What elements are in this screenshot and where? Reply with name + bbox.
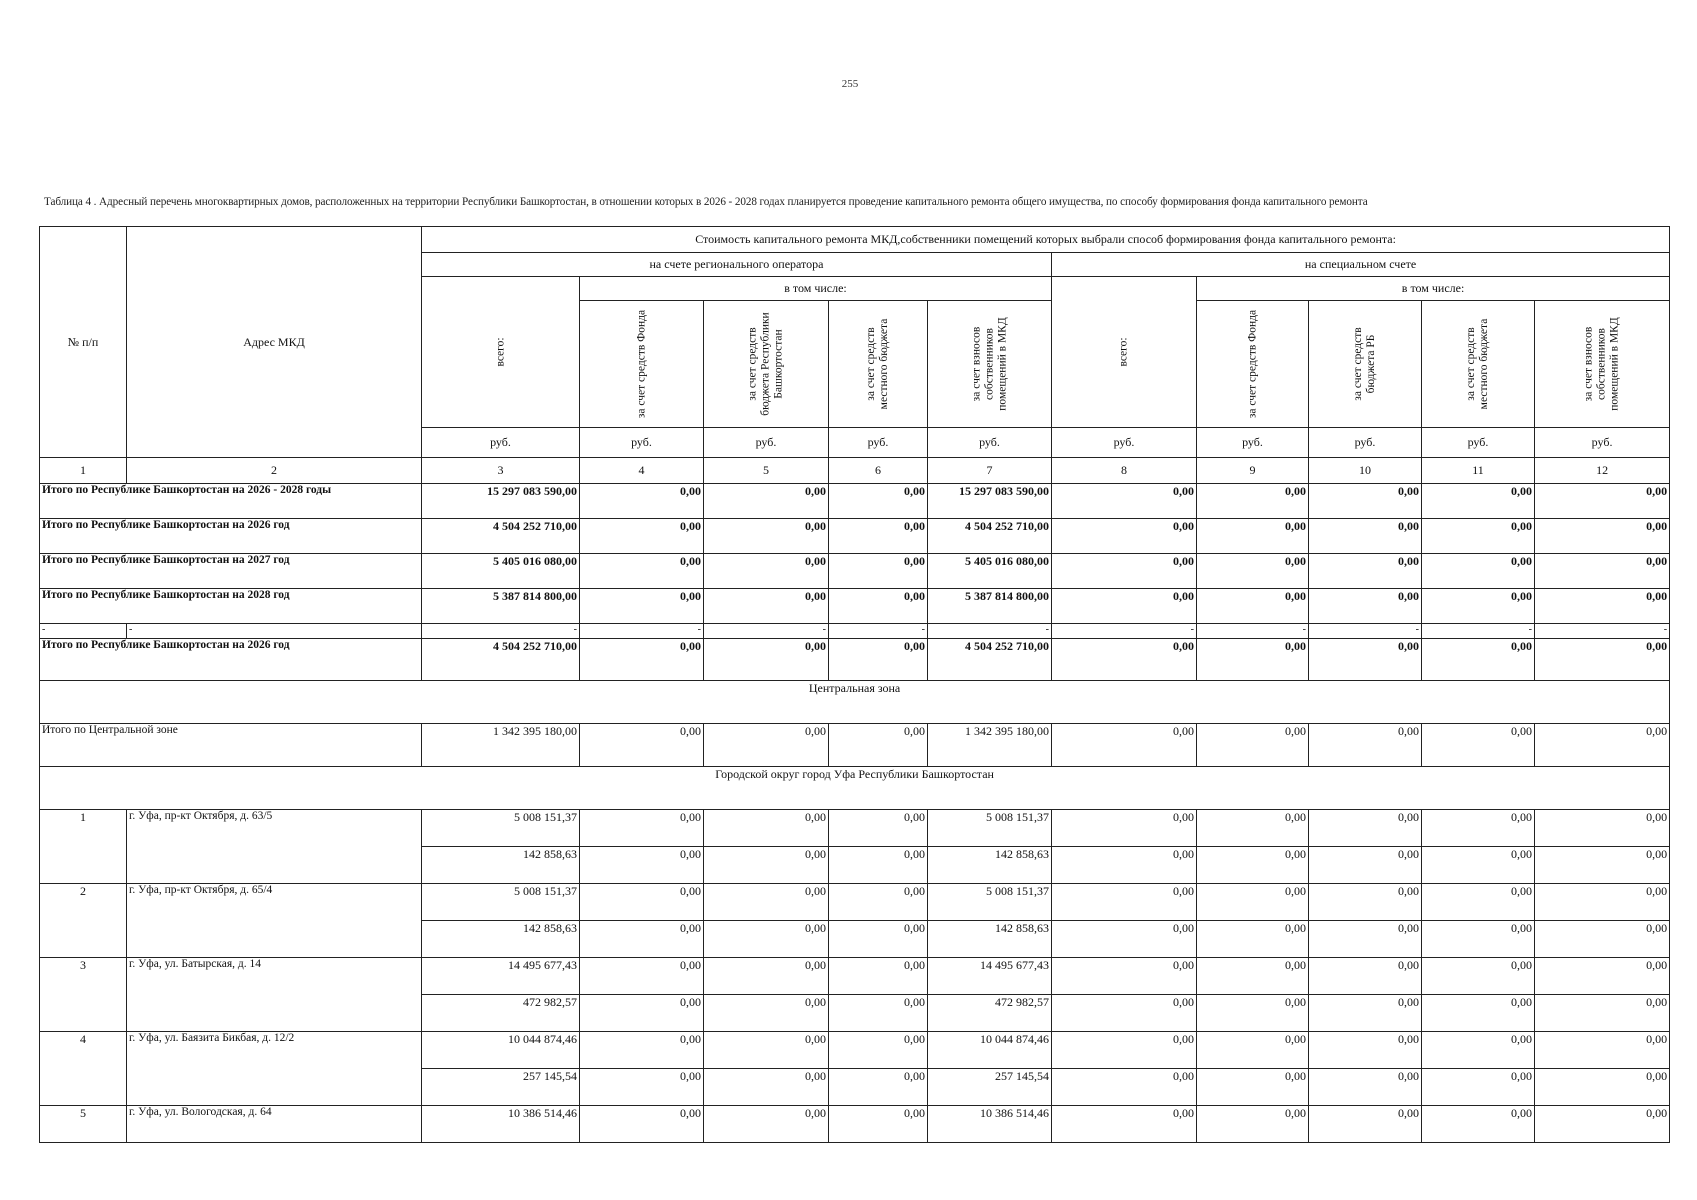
value-cell: 0,00 <box>829 1106 928 1143</box>
value-cell: 257 145,54 <box>928 1069 1052 1106</box>
item-number: 5 <box>40 1106 127 1143</box>
dash-cell: - <box>1197 624 1309 639</box>
header-regional-rep-budget: за счет средств бюджета Республики Башкортостан <box>704 301 829 428</box>
value-cell: 0,00 <box>704 1106 829 1143</box>
value-cell: 0,00 <box>580 639 704 681</box>
table-row <box>40 1106 1670 1143</box>
value-cell: 0,00 <box>704 921 829 958</box>
header-address: Адрес МКД <box>127 227 422 458</box>
header-special-including: в том числе: <box>1197 277 1670 301</box>
value-cell: 0,00 <box>580 847 704 884</box>
value-cell: 10 044 874,46 <box>928 1032 1052 1069</box>
total-label: Итого по Республике Башкортостан на 2026 - 2028 годы <box>40 484 422 519</box>
capital-repair-table <box>39 226 1670 1143</box>
value-cell: 0,00 <box>1422 554 1535 589</box>
header-regional-operator: на счете регионального оператора <box>422 253 1052 277</box>
total-label: Итого по Центральной зоне <box>40 724 422 767</box>
value-cell: 0,00 <box>1052 958 1197 995</box>
value-cell: 5 387 814 800,00 <box>422 589 580 624</box>
value-cell: 0,00 <box>1422 519 1535 554</box>
value-cell: 0,00 <box>829 847 928 884</box>
value-cell: 4 504 252 710,00 <box>422 639 580 681</box>
unit-label: руб. <box>928 428 1052 458</box>
value-cell: 0,00 <box>829 995 928 1032</box>
value-cell: 0,00 <box>1309 724 1422 767</box>
total-row <box>40 639 1670 681</box>
dash-cell: - <box>1309 624 1422 639</box>
unit-label: руб. <box>829 428 928 458</box>
column-number: 4 <box>580 458 704 484</box>
zone-header-row <box>40 681 1670 724</box>
value-cell: 0,00 <box>1052 639 1197 681</box>
value-cell: 0,00 <box>1535 484 1670 519</box>
value-cell: 5 008 151,37 <box>422 884 580 921</box>
column-number: 9 <box>1197 458 1309 484</box>
table-row <box>40 810 1670 847</box>
value-cell: 0,00 <box>1309 958 1422 995</box>
value-cell: 0,00 <box>580 1069 704 1106</box>
value-cell: 0,00 <box>1535 1106 1670 1143</box>
value-cell: 0,00 <box>1309 810 1422 847</box>
value-cell: 0,00 <box>1197 519 1309 554</box>
value-cell: 0,00 <box>1422 589 1535 624</box>
value-cell: 0,00 <box>1197 958 1309 995</box>
value-cell: 0,00 <box>1422 1106 1535 1143</box>
value-cell: 0,00 <box>829 484 928 519</box>
header-special-account: на специальном счете <box>1052 253 1670 277</box>
value-cell: 14 495 677,43 <box>928 958 1052 995</box>
column-number: 11 <box>1422 458 1535 484</box>
item-address: г. Уфа, ул. Вологодская, д. 64 <box>127 1106 422 1143</box>
column-number: 1 <box>40 458 127 484</box>
value-cell: 0,00 <box>1535 724 1670 767</box>
item-number: 4 <box>40 1032 127 1106</box>
column-number: 7 <box>928 458 1052 484</box>
value-cell: 0,00 <box>704 1032 829 1069</box>
value-cell: 0,00 <box>1197 884 1309 921</box>
value-cell: 1 342 395 180,00 <box>422 724 580 767</box>
table-row <box>40 884 1670 921</box>
value-cell: 0,00 <box>829 884 928 921</box>
value-cell: 0,00 <box>829 958 928 995</box>
value-cell: 0,00 <box>1535 639 1670 681</box>
value-cell: 0,00 <box>1422 484 1535 519</box>
dash-cell: - <box>1535 624 1670 639</box>
value-cell: 0,00 <box>580 589 704 624</box>
value-cell: 0,00 <box>1535 589 1670 624</box>
value-cell: 0,00 <box>580 484 704 519</box>
dash-cell: - <box>40 624 127 639</box>
value-cell: 0,00 <box>704 1069 829 1106</box>
column-number: 5 <box>704 458 829 484</box>
header-regional-local-budget: за счет средств местного бюджета <box>829 301 928 428</box>
value-cell: 0,00 <box>1535 519 1670 554</box>
item-number: 1 <box>40 810 127 884</box>
column-number: 8 <box>1052 458 1197 484</box>
value-cell: 0,00 <box>1197 724 1309 767</box>
unit-label: руб. <box>580 428 704 458</box>
value-cell: 472 982,57 <box>928 995 1052 1032</box>
total-row <box>40 484 1670 519</box>
value-cell: 5 405 016 080,00 <box>422 554 580 589</box>
value-cell: 4 504 252 710,00 <box>928 639 1052 681</box>
value-cell: 0,00 <box>1422 884 1535 921</box>
value-cell: 472 982,57 <box>422 995 580 1032</box>
value-cell: 0,00 <box>704 724 829 767</box>
value-cell: 0,00 <box>580 995 704 1032</box>
value-cell: 0,00 <box>1535 1032 1670 1069</box>
table-caption: Таблица 4 . Адресный перечень многоквартирных домов, расположенных на территории Республики Башкортостан, в отношении которых в 2026 - 2028 годах планируется проведение капитального ремонта общего имущества, по способу формирования фонда капитального ремонта <box>44 196 1368 208</box>
dash-cell: - <box>580 624 704 639</box>
value-cell: 0,00 <box>829 554 928 589</box>
value-cell: 0,00 <box>1197 1032 1309 1069</box>
value-cell: 0,00 <box>1052 554 1197 589</box>
value-cell: 0,00 <box>1422 1069 1535 1106</box>
value-cell: 257 145,54 <box>422 1069 580 1106</box>
value-cell: 0,00 <box>1422 995 1535 1032</box>
value-cell: 0,00 <box>704 958 829 995</box>
value-cell: 0,00 <box>1052 884 1197 921</box>
value-cell: 0,00 <box>704 554 829 589</box>
total-label: Итого по Республике Башкортостан на 2026 год <box>40 519 422 554</box>
value-cell: 0,00 <box>1309 554 1422 589</box>
value-cell: 0,00 <box>1309 519 1422 554</box>
value-cell: 0,00 <box>580 554 704 589</box>
dash-cell: - <box>928 624 1052 639</box>
value-cell: 0,00 <box>1197 484 1309 519</box>
unit-label: руб. <box>1422 428 1535 458</box>
value-cell: 0,00 <box>829 810 928 847</box>
value-cell: 0,00 <box>580 724 704 767</box>
value-cell: 142 858,63 <box>422 921 580 958</box>
total-row <box>40 519 1670 554</box>
dash-cell: - <box>829 624 928 639</box>
header-num: № п/п <box>40 227 127 458</box>
value-cell: 0,00 <box>1309 484 1422 519</box>
value-cell: 0,00 <box>829 1069 928 1106</box>
dash-cell: - <box>1422 624 1535 639</box>
column-number: 2 <box>127 458 422 484</box>
header-special-rb-budget: за счет средств бюджета РБ <box>1309 301 1422 428</box>
item-address: г. Уфа, пр-кт Октября, д. 65/4 <box>127 884 422 958</box>
value-cell: 0,00 <box>1052 921 1197 958</box>
value-cell: 0,00 <box>1309 1032 1422 1069</box>
value-cell: 0,00 <box>1052 1032 1197 1069</box>
value-cell: 0,00 <box>1422 724 1535 767</box>
value-cell: 0,00 <box>704 484 829 519</box>
total-label: Итого по Республике Башкортостан на 2026 год <box>40 639 422 681</box>
value-cell: 15 297 083 590,00 <box>928 484 1052 519</box>
value-cell: 0,00 <box>1052 847 1197 884</box>
header-special-local-budget: за счет средств местного бюджета <box>1422 301 1535 428</box>
unit-label: руб. <box>422 428 580 458</box>
value-cell: 0,00 <box>1052 1069 1197 1106</box>
value-cell: 0,00 <box>704 847 829 884</box>
header-special-fund: за счет средств Фонда <box>1197 301 1309 428</box>
value-cell: 14 495 677,43 <box>422 958 580 995</box>
value-cell: 10 386 514,46 <box>422 1106 580 1143</box>
header-regional-including: в том числе: <box>580 277 1052 301</box>
dash-cell: - <box>422 624 580 639</box>
value-cell: 5 387 814 800,00 <box>928 589 1052 624</box>
value-cell: 0,00 <box>1422 810 1535 847</box>
value-cell: 0,00 <box>580 884 704 921</box>
value-cell: 0,00 <box>1052 810 1197 847</box>
item-address: г. Уфа, пр-кт Октября, д. 63/5 <box>127 810 422 884</box>
value-cell: 0,00 <box>1197 810 1309 847</box>
value-cell: 0,00 <box>704 639 829 681</box>
value-cell: 0,00 <box>1197 1069 1309 1106</box>
item-number: 3 <box>40 958 127 1032</box>
value-cell: 0,00 <box>1197 639 1309 681</box>
value-cell: 0,00 <box>1197 1106 1309 1143</box>
district-header-row <box>40 767 1670 810</box>
value-cell: 0,00 <box>1197 554 1309 589</box>
header-special-total: всего: <box>1052 277 1197 428</box>
header-special-owners: за счет взносов собственников помещений в МКД <box>1535 301 1670 428</box>
column-number: 12 <box>1535 458 1670 484</box>
header-regional-total: всего: <box>422 277 580 428</box>
value-cell: 0,00 <box>1309 1106 1422 1143</box>
value-cell: 1 342 395 180,00 <box>928 724 1052 767</box>
value-cell: 0,00 <box>1052 1106 1197 1143</box>
value-cell: 0,00 <box>1052 484 1197 519</box>
column-number: 3 <box>422 458 580 484</box>
value-cell: 0,00 <box>1309 921 1422 958</box>
value-cell: 0,00 <box>1309 884 1422 921</box>
unit-label: руб. <box>1052 428 1197 458</box>
value-cell: 142 858,63 <box>422 847 580 884</box>
item-address: г. Уфа, ул. Баязита Бикбая, д. 12/2 <box>127 1032 422 1106</box>
item-address: г. Уфа, ул. Батырская, д. 14 <box>127 958 422 1032</box>
value-cell: 0,00 <box>1535 995 1670 1032</box>
value-cell: 0,00 <box>1422 847 1535 884</box>
total-label: Итого по Республике Башкортостан на 2028 год <box>40 589 422 624</box>
value-cell: 0,00 <box>1309 1069 1422 1106</box>
value-cell: 0,00 <box>1535 921 1670 958</box>
value-cell: 0,00 <box>1309 847 1422 884</box>
value-cell: 0,00 <box>829 724 928 767</box>
value-cell: 0,00 <box>1197 589 1309 624</box>
total-row <box>40 554 1670 589</box>
value-cell: 10 044 874,46 <box>422 1032 580 1069</box>
value-cell: 0,00 <box>1052 995 1197 1032</box>
dash-cell: - <box>127 624 422 639</box>
header-regional-fund: за счет средств Фонда <box>580 301 704 428</box>
value-cell: 0,00 <box>1197 921 1309 958</box>
value-cell: 0,00 <box>704 519 829 554</box>
value-cell: 0,00 <box>829 589 928 624</box>
value-cell: 0,00 <box>829 1032 928 1069</box>
header-regional-owners: за счет взносов собственников помещений в МКД <box>928 301 1052 428</box>
value-cell: 0,00 <box>580 1032 704 1069</box>
table-row <box>40 958 1670 995</box>
value-cell: 0,00 <box>1535 810 1670 847</box>
unit-label: руб. <box>1197 428 1309 458</box>
header-cost-title: Стоимость капитального ремонта МКД,собственники помещений которых выбрали способ формирования фонда капитального ремонта: <box>422 227 1670 253</box>
value-cell: 15 297 083 590,00 <box>422 484 580 519</box>
value-cell: 5 405 016 080,00 <box>928 554 1052 589</box>
value-cell: 0,00 <box>1535 847 1670 884</box>
unit-label: руб. <box>704 428 829 458</box>
value-cell: 0,00 <box>580 519 704 554</box>
value-cell: 0,00 <box>1309 995 1422 1032</box>
column-number: 6 <box>829 458 928 484</box>
value-cell: 5 008 151,37 <box>928 810 1052 847</box>
value-cell: 0,00 <box>1422 958 1535 995</box>
column-number: 10 <box>1309 458 1422 484</box>
dash-cell: - <box>704 624 829 639</box>
value-cell: 4 504 252 710,00 <box>422 519 580 554</box>
value-cell: 4 504 252 710,00 <box>928 519 1052 554</box>
value-cell: 0,00 <box>704 884 829 921</box>
value-cell: 5 008 151,37 <box>928 884 1052 921</box>
value-cell: 0,00 <box>580 921 704 958</box>
page-number: 255 <box>841 78 859 90</box>
total-label: Итого по Республике Башкортостан на 2027 год <box>40 554 422 589</box>
unit-label: руб. <box>1535 428 1670 458</box>
value-cell: 0,00 <box>580 958 704 995</box>
value-cell: 0,00 <box>1422 1032 1535 1069</box>
value-cell: 10 386 514,46 <box>928 1106 1052 1143</box>
value-cell: 5 008 151,37 <box>422 810 580 847</box>
dash-row <box>40 624 1670 639</box>
total-row <box>40 589 1670 624</box>
value-cell: 0,00 <box>1052 724 1197 767</box>
item-number: 2 <box>40 884 127 958</box>
value-cell: 142 858,63 <box>928 847 1052 884</box>
district-title: Городской округ город Уфа Республики Башкортостан <box>40 767 1670 810</box>
value-cell: 0,00 <box>829 921 928 958</box>
value-cell: 0,00 <box>1052 589 1197 624</box>
value-cell: 0,00 <box>1535 554 1670 589</box>
value-cell: 0,00 <box>1422 921 1535 958</box>
value-cell: 0,00 <box>1535 1069 1670 1106</box>
value-cell: 0,00 <box>704 810 829 847</box>
value-cell: 0,00 <box>1535 958 1670 995</box>
value-cell: 0,00 <box>1197 847 1309 884</box>
value-cell: 0,00 <box>704 589 829 624</box>
value-cell: 142 858,63 <box>928 921 1052 958</box>
value-cell: 0,00 <box>829 639 928 681</box>
unit-label: руб. <box>1309 428 1422 458</box>
value-cell: 0,00 <box>580 1106 704 1143</box>
dash-cell: - <box>1052 624 1197 639</box>
total-row <box>40 724 1670 767</box>
value-cell: 0,00 <box>1422 639 1535 681</box>
value-cell: 0,00 <box>1309 589 1422 624</box>
value-cell: 0,00 <box>1535 884 1670 921</box>
value-cell: 0,00 <box>1052 519 1197 554</box>
value-cell: 0,00 <box>1309 639 1422 681</box>
value-cell: 0,00 <box>580 810 704 847</box>
zone-title: Центральная зона <box>40 681 1670 724</box>
value-cell: 0,00 <box>704 995 829 1032</box>
value-cell: 0,00 <box>1197 995 1309 1032</box>
table-row <box>40 1032 1670 1069</box>
value-cell: 0,00 <box>829 519 928 554</box>
